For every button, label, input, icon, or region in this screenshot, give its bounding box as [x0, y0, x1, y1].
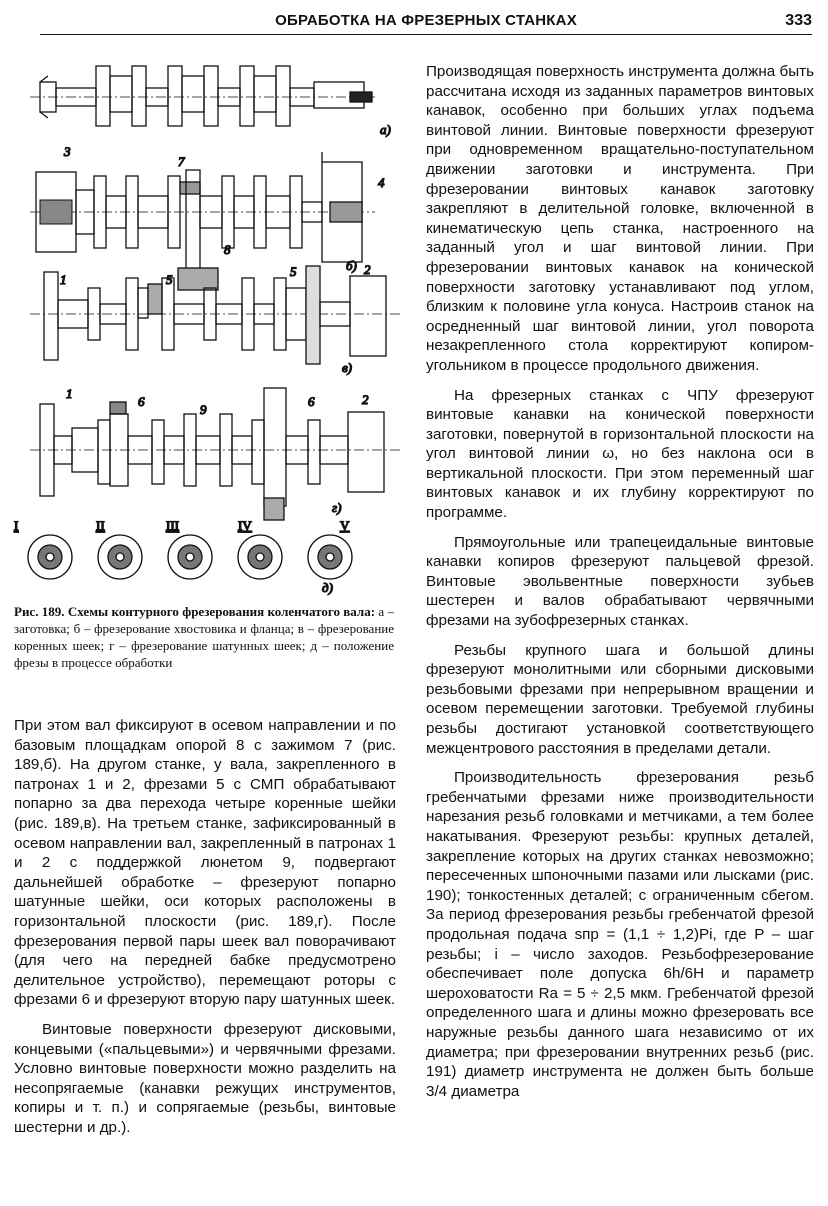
paragraph: Прямоугольные или трапецеидальные винтовые канавки копиров фрезеруют пальцевой фрезой. Винтовые эвольвентные поверхности зубьев шестерен и валов обрабатывают червячными фрезами на зубофрезерных станках. [426, 533, 814, 630]
position-II: II [96, 518, 105, 533]
caption-label: Рис. 189. Схемы контурного фрезерования коленчатого вала: [14, 604, 376, 619]
paragraph: Производящая поверхность инструмента должна быть рассчитана исходя из заданных параметров винтовых канавок, особенно при больших углах подъема винтовой линии. Винтовые поверхности фрезеруют при одновременном вращательно-поступательном движении заготовки и инструмента. При фрезеровании винтовых канавок заготовку закрепляют в делительной головке, включенной в кинематическую цепь станка, настроенного на заданный угол и шаг винтовой линии. При фрезеровании винтовых канавок на конической поверхности заготовку устанавливают под углом, близким к половине угла конуса. Настроив станок на осредненный шаг винтовой линии, угол поворота незакрепленного стола корректируют копиром-угольником в процессе продольного движения. [426, 63, 814, 374]
position-I: I [14, 518, 19, 533]
position-V: V [340, 518, 350, 533]
figure-189 [10, 52, 408, 597]
paragraph: Резьбы крупного шага и большой длины фрезеруют монолитными или сборными дисковыми резьбовыми фрезами при непрерывном вращении и осевом перемещении заготовки. Требуемой глубины резьбы достигают установкой соответствующего межцентрового расстояния в пределами детали. [426, 641, 814, 757]
row-label-d: д) [322, 580, 333, 595]
row-label-g: г) [332, 500, 342, 515]
schema-a-blank [30, 66, 375, 126]
paragraph: Производительность фрезерования резьб гребенчатыми фрезами ниже производительности нарезания резьб головками и метчиками, а тем более накатывания. Фрезеруют резьбы: крупных деталей, закрепление которых на других станках невозможно; пересеченных шпоночными пазами или лысками (рис. 190); тонкостенных деталей; с ограниченным сбегом. За период фрезерования резьбы гребенчатой фрезой продольная подача sпр = (1,1 ÷ 1,2)Pi, где P – шаг резьбы; i – число заходов. Резьбофрезерование обеспечивает поле допуска 6h/6H и параметр шероховатости Ra = 5 ÷ 2,5 мкм. Гребенчатой фрезой определенного шага и длины можно фрезеровать все наружные резьбы данного шага независимо от их диаметра; при фрезеровании внутренних резьб (рис. 191) диаметр инструмента не должен быть больше 3/4 диаметра [426, 769, 814, 1100]
left-text-column [14, 716, 396, 1147]
callout-2b: 2 [362, 392, 369, 407]
row-label-b: б) [346, 258, 357, 273]
callout-5a: 5 [166, 272, 173, 287]
callout-6b: 6 [308, 394, 315, 409]
row-label-v: в) [342, 360, 352, 375]
caption-text: а – заготовка; б – фрезерование хвостовика и фланца; в – фрезерование коренных шеек; г – фрезерование шатунных шеек; д – положение фрезы в процессе обработки [14, 604, 394, 670]
callout-7: 7 [178, 154, 185, 169]
running-title: ОБРАБОТКА НА ФРЕЗЕРНЫХ СТАНКАХ [275, 12, 577, 29]
callout-6a: 6 [138, 394, 145, 409]
crankshaft-milling-diagram [10, 52, 408, 597]
callout-9: 9 [200, 402, 207, 417]
right-text-column [426, 62, 814, 1111]
schema-b-tail-flange [30, 152, 375, 290]
callout-5b: 5 [290, 264, 297, 279]
row-label-a: а) [380, 122, 391, 137]
page-number: 333 [785, 12, 812, 29]
position-IV: IV [238, 518, 252, 533]
callout-1a: 1 [60, 272, 67, 287]
callout-3: 3 [64, 144, 71, 159]
callout-2a: 2 [364, 262, 371, 277]
schema-d-cutter-positions [28, 535, 352, 579]
callout-1b: 1 [66, 386, 73, 401]
paragraph: При этом вал фиксируют в осевом направлении и по базовым площадкам опорой 8 с зажимом 7 (рис. 189,б). На другом станке, у вала, закрепленного в патронах 1 и 2, фрезами 5 с СМП обрабатывают попарно за два перехода четыре коренные шейки (рис. 189,в). На третьем станке, зафиксированный в осевом направлении вал, закрепленный в патронах 1 и 2 с поддержкой люнетом 9, подвергают дальнейшей обработке – фрезеруют попарно шатунные шейки, оси которых расположены в горизонтальной плоскости (рис. 189,г). После фрезерования первой пары шеек вал поворачивают (для чего на передней бабке предусмотрено делительное устройство), перемещают роторы с фрезами 6 и фрезеруют вторую пару шатунных шеек. [14, 717, 396, 1009]
callout-4: 4 [378, 175, 385, 190]
callout-8: 8 [224, 242, 231, 257]
schema-g-rod-journals [30, 388, 400, 520]
position-III: III [166, 518, 179, 533]
page-header [40, 10, 812, 35]
figure-caption [14, 603, 394, 671]
paragraph: На фрезерных станках с ЧПУ фрезеруют винтовые канавки на конической поверхности заготовки, повернутой в горизонтальной плоскости на угол винтовой линии ω, но без наклона оси в вертикальной плоскости. При этом переменный шаг винтовых канавок и их глубину корректируют по программе. [426, 386, 814, 522]
paragraph: Винтовые поверхности фрезеруют дисковыми, концевыми («пальцевыми») и червячными фрезами. Условно винтовые поверхности можно разделить на несопрягаемые (канавки режущих инструментов, копиры и т. п.) и сопрягаемые (резьбы, винтовые шестерни и др.). [14, 1020, 396, 1136]
